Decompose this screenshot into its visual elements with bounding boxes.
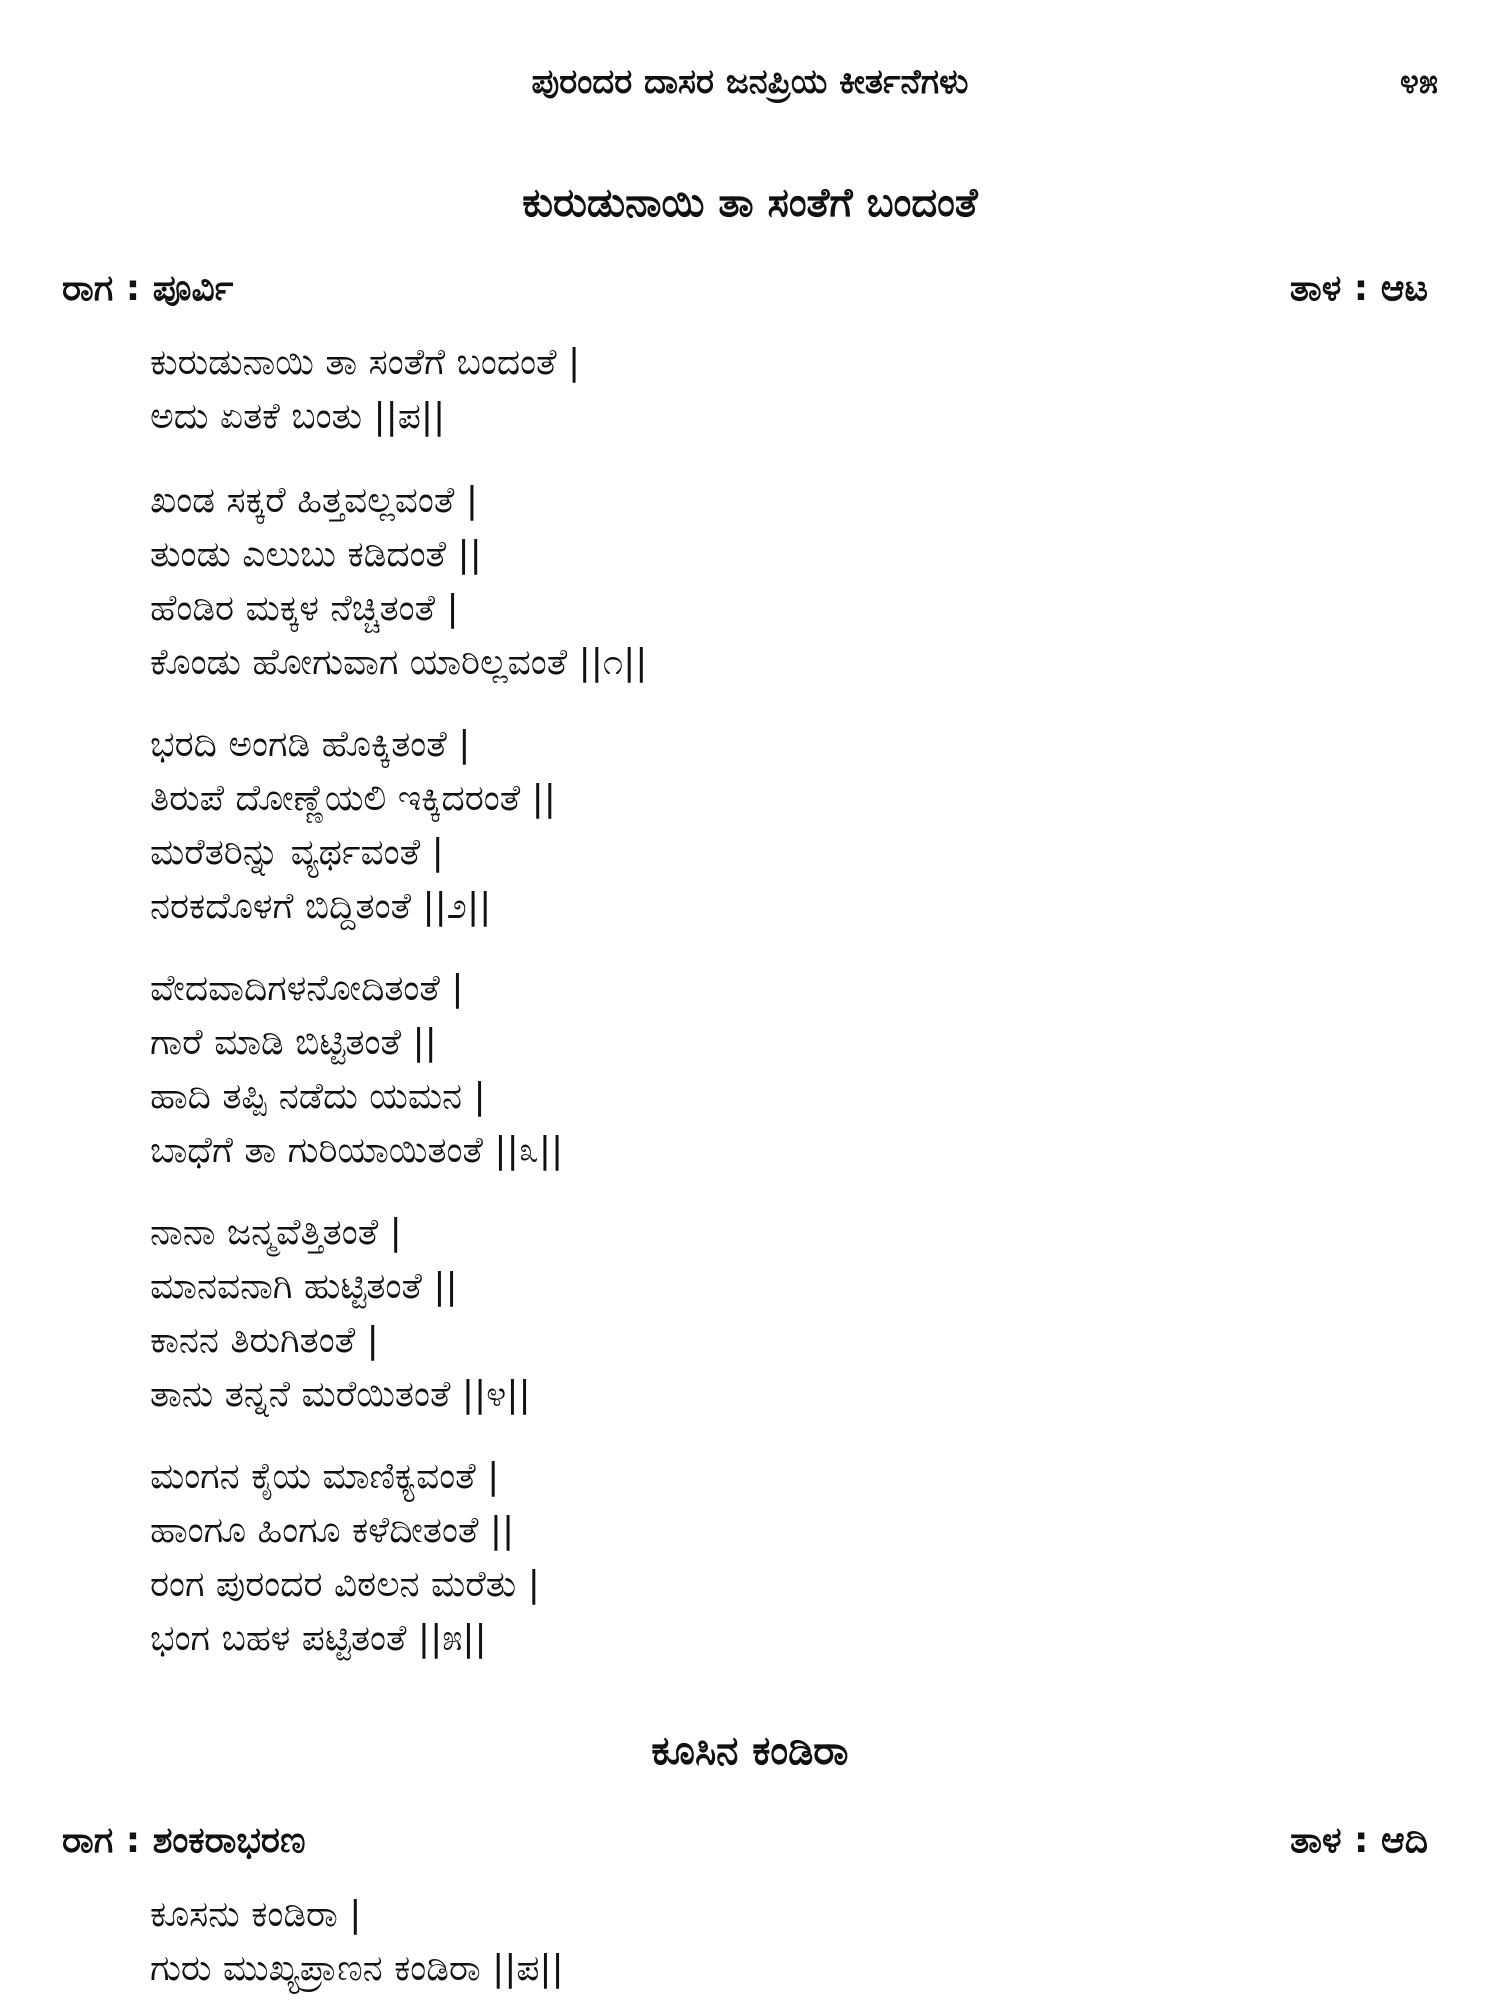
raga-label: ರಾಗ : ಪೂರ್ವಿ	[62, 268, 234, 309]
raga-label: ರಾಗ : ಶಂಕರಾಭರಣ	[62, 1820, 306, 1861]
verse-line: ತುಂಡು ಎಲುಬು ಕಡಿದಂತೆ ||	[150, 534, 482, 575]
verse-line: ಕೂಸನು ಕಂಡಿರಾ |	[150, 1894, 362, 1935]
verse-line: ಹೆಂಡಿರ ಮಕ್ಕಳ ನೆಚ್ಚಿತಂತೆ |	[150, 588, 459, 629]
verse-line: ಹಾಂಗೂ ಹಿಂಗೂ ಕಳೆದೀತಂತೆ ||	[150, 1510, 515, 1551]
tala-label: ತಾಳ : ಆಟ	[1289, 268, 1428, 309]
verse-line: ಖಂಡ ಸಕ್ಕರೆ ಹಿತ್ತವಲ್ಲವಂತೆ |	[150, 480, 478, 521]
verse-line: ಗುರು ಮುಖ್ಯಪ್ರಾಣನ ಕಂಡಿರಾ ||ಪ||	[150, 1948, 564, 1989]
verse-line: ತಿರುಪೆ ದೋಣ್ಣೆಯಲಿ ಇಕ್ಕಿದರಂತೆ ||	[150, 778, 556, 819]
verse-line: ಭರದಿ ಅಂಗಡಿ ಹೊಕ್ಕಿತಂತೆ |	[150, 724, 471, 765]
verse-line: ಹಾದಿ ತಪ್ಪಿ ನಡೆದು ಯಮನ |	[150, 1076, 486, 1117]
song-title: ಕುರುಡುನಾಯಿ ತಾ ಸಂತೆಗೆ ಬಂದಂತೆ	[522, 180, 978, 226]
page-number: ೪೫	[1399, 62, 1438, 102]
verse-line: ಗಾರೆ ಮಾಡಿ ಬಿಟ್ಟಿತಂತೆ ||	[150, 1022, 437, 1063]
verse-line: ತಾನು ತನ್ನನೆ ಮರೆಯಿತಂತೆ ||೪||	[150, 1374, 531, 1415]
verse-line: ಮರೆತರಿನ್ನು ವ್ಯರ್ಥವಂತೆ |	[150, 832, 444, 873]
verse-line: ಮಂಗನ ಕೈಯ ಮಾಣಿಕ್ಯವಂತೆ |	[150, 1456, 500, 1497]
song-title: ಕೂಸಿನ ಕಂಡಿರಾ	[651, 1728, 849, 1774]
verse-line: ವೇದವಾದಿಗಳನೋದಿತಂತೆ |	[150, 968, 464, 1009]
verse-line: ಅದು ಏತಕೆ ಬಂತು ||ಪ||	[150, 396, 446, 437]
verse-line: ಭಂಗ ಬಹಳ ಪಟ್ಟಿತಂತೆ ||೫||	[150, 1618, 487, 1659]
verse-line: ರಂಗ ಪುರಂದರ ವಿಠಲನ ಮರೆತು |	[150, 1564, 540, 1605]
verse-line: ಕಾನನ ತಿರುಗಿತಂತೆ |	[150, 1320, 379, 1361]
verse-line: ನಾನಾ ಜನ್ಮವೆತ್ತಿತಂತೆ |	[150, 1212, 402, 1253]
tala-label: ತಾಳ : ಆದಿ	[1290, 1820, 1428, 1861]
running-header: ಪುರಂದರ ದಾಸರ ಜನಪ್ರಿಯ ಕೀರ್ತನೆಗಳು	[531, 62, 969, 102]
verse-line: ಕುರುಡುನಾಯಿ ತಾ ಸಂತೆಗೆ ಬಂದಂತೆ |	[150, 342, 581, 383]
verse-line: ಮಾನವನಾಗಿ ಹುಟ್ಟಿತಂತೆ ||	[150, 1266, 458, 1307]
verse-line: ನರಕದೊಳಗೆ ಬಿದ್ದಿತಂತೆ ||೨||	[150, 886, 492, 927]
verse-line: ಕೊಂಡು ಹೋಗುವಾಗ ಯಾರಿಲ್ಲವಂತೆ ||೧||	[150, 642, 648, 683]
verse-line: ಬಾಧೆಗೆ ತಾ ಗುರಿಯಾಯಿತಂತೆ ||೩||	[150, 1130, 564, 1171]
